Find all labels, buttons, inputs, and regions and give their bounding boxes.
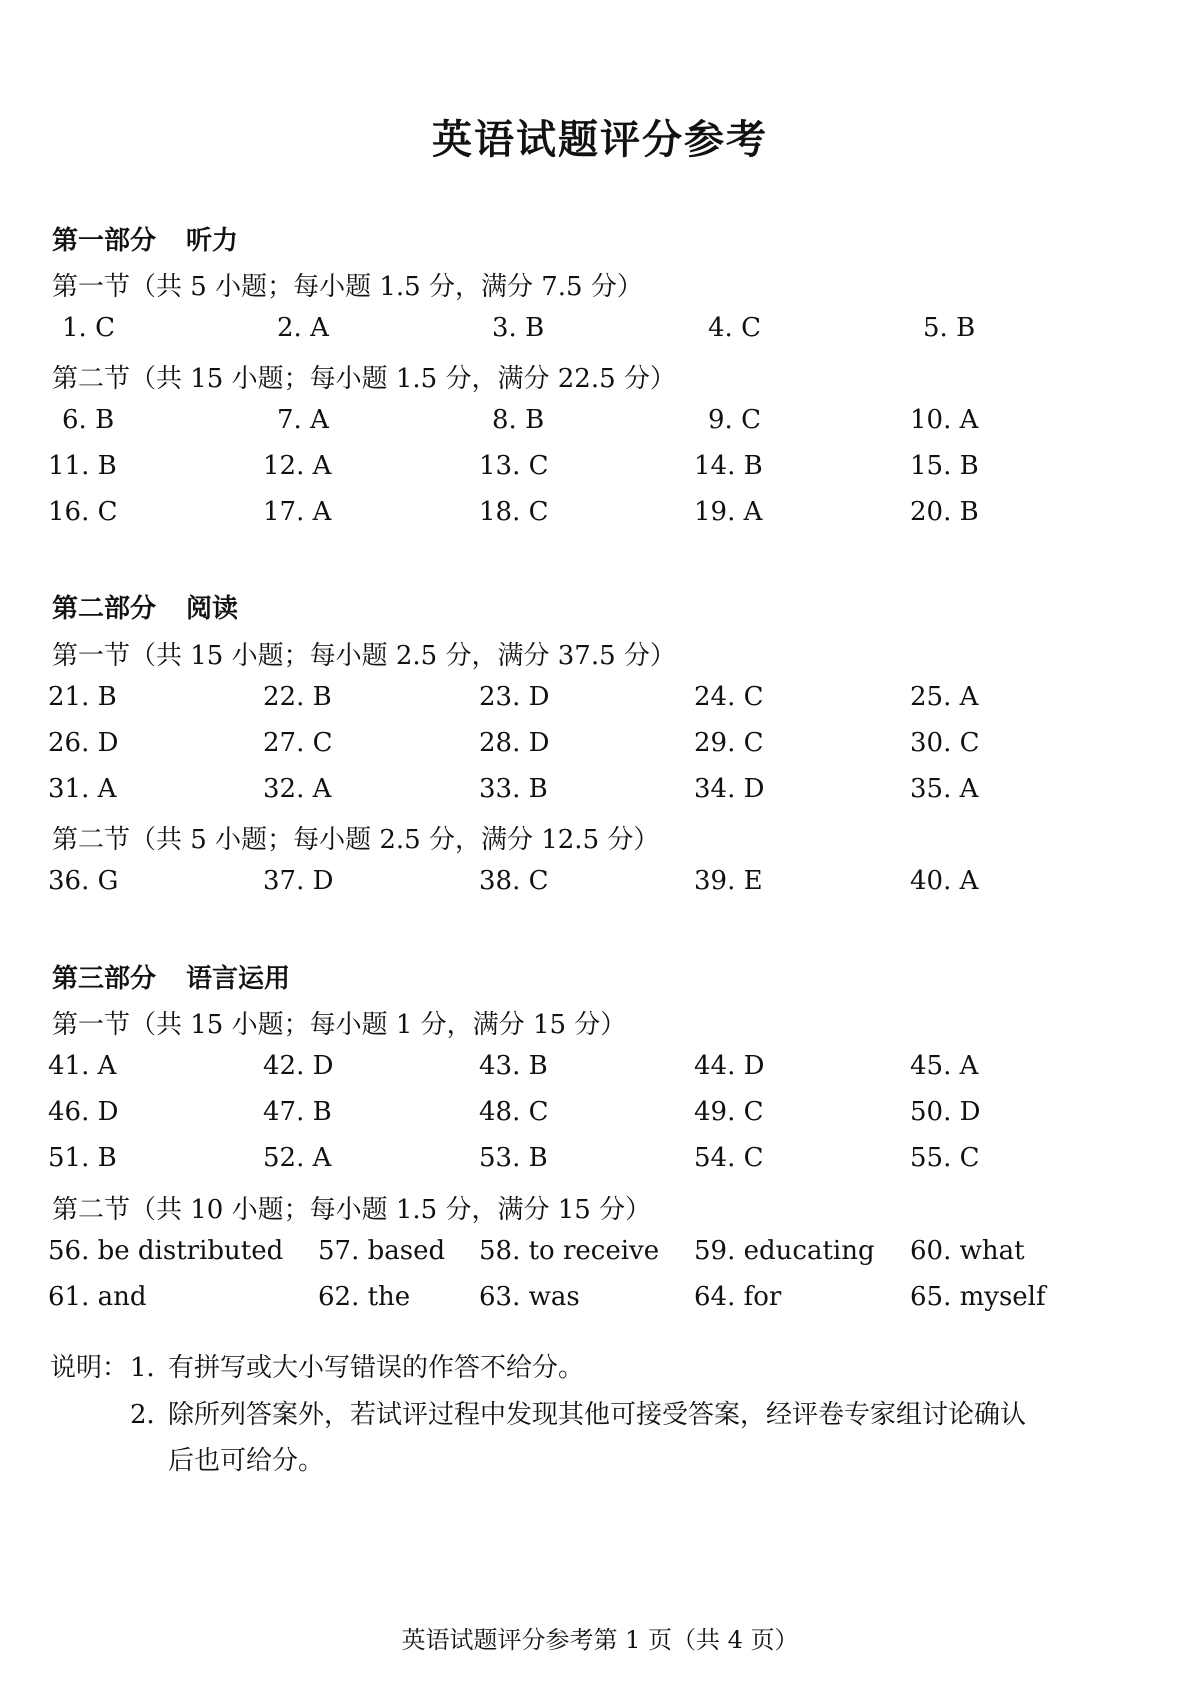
answer-cell: 64. for xyxy=(694,1282,782,1312)
part-name: 听力 xyxy=(186,226,239,256)
page-footer: 英语试题评分参考第 1 页（共 4 页） xyxy=(401,1626,799,1654)
answer-cell: 8. B xyxy=(492,405,545,435)
answer-cell: 43. B xyxy=(479,1051,548,1081)
answer-cell: 27. C xyxy=(263,728,333,758)
answer-row xyxy=(0,774,1200,814)
answer-row xyxy=(0,1236,1200,1276)
answer-cell: 14. B xyxy=(694,451,763,481)
answer-cell: 15. B xyxy=(910,451,979,481)
answer-row xyxy=(0,1282,1200,1322)
answer-cell: 59. educating xyxy=(694,1236,875,1266)
answer-cell: 7. A xyxy=(277,405,329,435)
answer-row xyxy=(0,682,1200,722)
answer-row xyxy=(0,1143,1200,1183)
part-label: 第三部分 xyxy=(52,964,157,994)
answer-cell: 48. C xyxy=(479,1097,549,1127)
answer-cell: 49. C xyxy=(694,1097,764,1127)
answer-cell: 58. to receive xyxy=(479,1236,660,1266)
part-2-title xyxy=(52,588,238,625)
answer-cell: 20. B xyxy=(910,497,979,527)
answer-row xyxy=(0,1051,1200,1091)
answer-cell: 61. and xyxy=(48,1282,147,1312)
answer-cell: 19. A xyxy=(694,497,763,527)
answer-cell: 55. C xyxy=(910,1143,980,1173)
section-heading: 第二节（共 15 小题；每小题 1.5 分，满分 22.5 分） xyxy=(52,364,676,394)
part-label: 第二部分 xyxy=(52,594,157,624)
answer-cell: 44. D xyxy=(694,1051,765,1081)
answer-cell: 35. A xyxy=(910,774,979,804)
answer-row xyxy=(0,1097,1200,1137)
answer-cell: 18. C xyxy=(479,497,549,527)
answer-cell: 21. B xyxy=(48,682,117,712)
answer-cell: 34. D xyxy=(694,774,765,804)
notes-label: 说明： xyxy=(50,1353,129,1383)
answer-cell: 2. A xyxy=(277,313,329,343)
answer-cell: 4. C xyxy=(708,313,761,343)
section-heading: 第二节（共 5 小题；每小题 2.5 分，满分 12.5 分） xyxy=(52,825,660,855)
note-text-continued: 后也可给分。 xyxy=(168,1446,325,1476)
answer-cell: 30. C xyxy=(910,728,980,758)
answer-cell: 26. D xyxy=(48,728,119,758)
answer-cell: 10. A xyxy=(910,405,979,435)
note-text: 除所列答案外，若试评过程中发现其他可接受答案，经评卷专家组讨论确认 xyxy=(168,1400,1027,1430)
answer-row xyxy=(0,866,1200,906)
answer-cell: 62. the xyxy=(318,1282,411,1312)
answer-cell: 12. A xyxy=(263,451,332,481)
part-name: 语言运用 xyxy=(186,964,291,994)
answer-cell: 17. A xyxy=(263,497,332,527)
answer-cell: 53. B xyxy=(479,1143,548,1173)
answer-cell: 25. A xyxy=(910,682,979,712)
answer-cell: 32. A xyxy=(263,774,332,804)
page-title: 英语试题评分参考 xyxy=(432,117,768,163)
answer-cell: 16. C xyxy=(48,497,118,527)
section-heading: 第一节（共 5 小题；每小题 1.5 分，满分 7.5 分） xyxy=(52,272,643,302)
answer-cell: 9. C xyxy=(708,405,761,435)
answer-cell: 57. based xyxy=(318,1236,446,1266)
note-number: 2． xyxy=(130,1400,173,1430)
part-name: 阅读 xyxy=(186,594,239,624)
answer-cell: 1. C xyxy=(62,313,115,343)
answer-cell: 63. was xyxy=(479,1282,580,1312)
answer-cell: 29. C xyxy=(694,728,764,758)
answer-row xyxy=(0,497,1200,537)
answer-cell: 11. B xyxy=(48,451,117,481)
answer-cell: 52. A xyxy=(263,1143,332,1173)
part-3-title xyxy=(52,958,290,995)
answer-cell: 38. C xyxy=(479,866,549,896)
answer-cell: 41. A xyxy=(48,1051,117,1081)
answer-cell: 51. B xyxy=(48,1143,117,1173)
answer-cell: 3. B xyxy=(492,313,545,343)
answer-cell: 6. B xyxy=(62,405,115,435)
answer-cell: 46. D xyxy=(48,1097,119,1127)
section-heading: 第一节（共 15 小题；每小题 2.5 分，满分 37.5 分） xyxy=(52,641,676,671)
answer-cell: 65. myself xyxy=(910,1282,1046,1312)
answer-cell: 37. D xyxy=(263,866,334,896)
answer-row xyxy=(0,313,1200,353)
answer-cell: 56. be distributed xyxy=(48,1236,284,1266)
answer-cell: 31. A xyxy=(48,774,117,804)
note-text: 有拼写或大小写错误的作答不给分。 xyxy=(168,1353,585,1383)
answer-cell: 39. E xyxy=(694,866,763,896)
note-number: 1． xyxy=(130,1353,173,1383)
answer-row xyxy=(0,451,1200,491)
answer-cell: 28. D xyxy=(479,728,550,758)
answer-cell: 22. B xyxy=(263,682,332,712)
answer-cell: 50. D xyxy=(910,1097,981,1127)
answer-cell: 47. B xyxy=(263,1097,332,1127)
section-heading: 第二节（共 10 小题；每小题 1.5 分，满分 15 分） xyxy=(52,1195,652,1225)
answer-cell: 42. D xyxy=(263,1051,334,1081)
answer-cell: 24. C xyxy=(694,682,764,712)
answer-cell: 13. C xyxy=(479,451,549,481)
answer-cell: 36. G xyxy=(48,866,119,896)
answer-cell: 5. B xyxy=(923,313,976,343)
answer-cell: 60. what xyxy=(910,1236,1025,1266)
answer-cell: 54. C xyxy=(694,1143,764,1173)
answer-cell: 40. A xyxy=(910,866,979,896)
answer-cell: 45. A xyxy=(910,1051,979,1081)
answer-cell: 33. B xyxy=(479,774,548,804)
answer-cell: 23. D xyxy=(479,682,550,712)
section-heading: 第一节（共 15 小题；每小题 1 分，满分 15 分） xyxy=(52,1010,627,1040)
part-label: 第一部分 xyxy=(52,226,157,256)
part-1-title xyxy=(52,220,238,257)
answer-row xyxy=(0,405,1200,445)
answer-row xyxy=(0,728,1200,768)
